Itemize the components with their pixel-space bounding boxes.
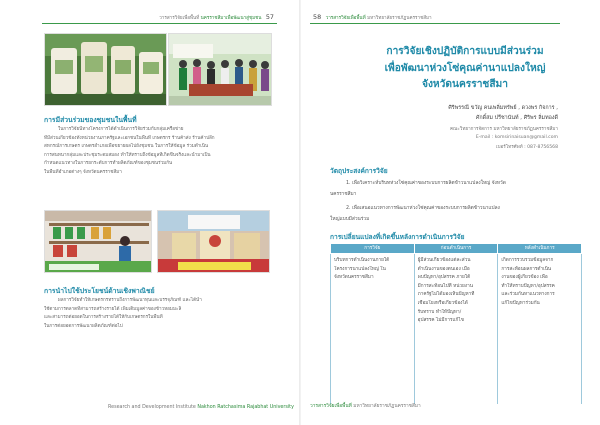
cell-line: มีการสะท้อนไปที่ หน่วยงาน	[417, 283, 473, 289]
left-header-rule	[42, 23, 277, 24]
article-title-line: เพื่อพัฒนาห่วงโซ่คุณค่านาแปลงใหญ่	[384, 62, 546, 74]
table-cell-before	[414, 254, 498, 404]
section1-line: ที่มีส่วนเกี่ยวข้องทั้งหน่วยงานภาครัฐและเอกชนในพื้นที่ เกษตรกร ร้านค้าส่ง ร้านค้าปลีก	[44, 135, 215, 141]
objective-line: 1. เพื่อวิเคราะห์บริบทห่วงโซ่คุณค่าของระบบการผลิตข้าวนาแปลงใหญ่ จังหวัด	[346, 181, 506, 186]
article-title-line: การวิจัยเชิงปฏิบัติการแบบมีส่วนร่วม	[386, 46, 544, 57]
market-shelf-photo	[44, 210, 152, 273]
cell-line: เกิดการรวบรวมข้อมูลจาก	[501, 258, 554, 263]
right-page	[300, 0, 600, 425]
section1-line: การสนทนากลุ่มและประชุมระดมสมอง ทำให้ทราบถึงข้อมูลที่เกิดขึ้นจริงและนำมาเป็น	[44, 152, 211, 158]
right-header-rule	[310, 23, 560, 24]
changes-table	[330, 243, 582, 404]
section2-title: การนำไปใช้ประโยชน์ด้านเชิงพาณิชย์	[44, 287, 155, 295]
right-header-journal: วารสารวิจัยเพื่อพื้นที่	[325, 16, 366, 21]
section1-title: การมีส่วนร่วมของชุมชนในพื้นที่	[44, 116, 137, 124]
authors-line: ศักดิ์สม ปรีชานันท์ , ศิริพร ลิ่มทองดี	[475, 115, 558, 121]
phone-line: เบอร์โทรศัพท์ : 087-8756568	[496, 145, 558, 150]
group-photo	[168, 33, 272, 106]
table-cell-research	[331, 254, 415, 404]
cell-line: โครงการนาแปลงใหญ่ ใน	[334, 266, 386, 272]
section2-line: ผลการวิจัยทำให้เกษตรกรทราบถึงการพัฒนาทุนและบรรจุภัณฑ์ และได้นำ	[58, 298, 202, 303]
right-header-accent: มหาวิทยาลัยราชภัฏนครราชสีมา	[367, 16, 432, 21]
cell-line: จังหวัดนครราชสีมา	[334, 275, 374, 281]
cell-line: งานของผู้เกี่ยวข้อง เพื่อ	[501, 275, 548, 281]
table-cell-after	[498, 254, 582, 404]
cell-line: การสะท้อนผลการดำเนิน	[501, 266, 552, 272]
cell-line: เชื่อมโยงหรือเกี่ยวข้องได้	[417, 300, 468, 306]
objective-line: ใหญ่แบบมีส่วนร่วม	[330, 217, 370, 222]
cell-line: พบปัญหา/อุปสรรค ภายใต้	[417, 275, 471, 281]
section1-line: ในพื้นที่อำเภอต่างๆ จังหวัดนครราชสีมา	[44, 169, 122, 175]
article-title	[340, 44, 590, 94]
right-page-number: 58	[313, 13, 322, 21]
section2-body	[44, 297, 272, 331]
section1-line: สหกรณ์การเกษตร เกษตรอำเภอเพื่อขยายผลไปยังชุมชน ในการให้ข้อมูล ร่วมดำเนิน	[44, 144, 209, 150]
cell-line: และร่วมกันหาแนวทางการ	[501, 292, 555, 298]
cell-line: ทำให้ทราบปัญหา/อุปสรรค	[501, 283, 555, 289]
section2-line: ในการต่อยอดการพัฒนาผลิตภัณฑ์ต่อไป	[44, 323, 123, 329]
section1-body	[44, 126, 272, 178]
article-title-line: จังหวัดนครราชสีมา	[421, 79, 508, 90]
right-page-footer	[310, 402, 421, 410]
cell-line: ผู้มีส่วนเกี่ยวข้องแต่ละส่วน	[417, 258, 471, 263]
section1-line: กำหนดแนวทางในการยกระดับการทำผลิตภัณฑ์ของชุมชนร่วมกัน	[44, 161, 173, 167]
product-photo	[44, 33, 167, 106]
section2-line: และสามารถต่อยอดในการสร้างรายได้ให้กับเกษตรกรในพื้นที่	[44, 315, 163, 321]
left-header-accent: นครราชสีมาเพื่อพัฒนาสู่ชุมชน	[200, 16, 262, 21]
exhibition-booth-photo	[157, 210, 270, 273]
left-footer-accent: Nakhon Ratchasima Rajabhat University	[197, 405, 294, 410]
affiliation-line: คณะวิทยาการจัดการ มหาวิทยาลัยราชภัฏนครราชสีมา	[449, 127, 558, 132]
section1-line: ในการวิจัยนี้ทางโครงการได้ดำเนินการวิจัยร่วมกับกลุ่มเครือข่าย	[58, 127, 184, 132]
left-page-header	[159, 13, 277, 22]
right-footer-accent: วารสารวิจัยเพื่อพื้นที่	[310, 404, 352, 409]
table-header-before: ก่อนดำเนินการ	[414, 244, 498, 254]
right-footer-text: มหาวิทยาลัยราชภัฏนครราชสีมา	[353, 404, 421, 409]
cell-line: ดำเนินงานของตนเอง เมื่อ	[417, 266, 470, 272]
table-header-after: หลังดำเนินการ	[498, 244, 582, 254]
authors-line: ศิริพรรณี ขวัญ คนเพลิ่มทรัพย์ , ดวงพร กิจการ ,	[448, 105, 558, 111]
objective-line: 2. เพื่อเสนอแนวทางการพัฒนาห่วงโซ่คุณค่าของระบบการผลิตข้าวนาแปลง	[346, 206, 500, 211]
table-title: การเปลี่ยนแปลงที่เกิดขึ้นหลังการดำเนินการวิจัย	[330, 233, 465, 241]
left-footer-text: Research and Development Institute	[108, 405, 196, 410]
cell-line: บริบทการดำเนินงานภายใต้	[334, 258, 390, 263]
table-row	[331, 254, 582, 404]
table-header-research: การวิจัย	[331, 244, 415, 254]
left-header-journal: วารสารวิจัยเพื่อพื้นที่	[159, 16, 200, 21]
email-line: E-mail : komsirinaisuan@gmail.com	[475, 135, 558, 140]
section2-line: ใช้ตามการตลาดที่สามารถสร้างรายได้ เพิ่มเติมมูลค่าของข้าวหอมมะลิ	[44, 306, 182, 312]
objective-line: นครราชสีมา	[330, 192, 357, 197]
cell-line: รับทราบ ทำให้ปัญหา/	[417, 309, 462, 315]
cell-line: แก้ไขปัญหาร่วมกัน	[501, 300, 540, 306]
right-page-header	[310, 13, 432, 22]
cell-line: ภาครัฐไม่ได้มองเห็นปัญหาที่	[417, 292, 475, 298]
left-page-number: 57	[265, 13, 274, 21]
left-page-footer	[108, 405, 294, 410]
objectives-title: วัตถุประสงค์การวิจัย	[330, 167, 388, 175]
cell-line: อุปสรรค ไม่มีการแก้ไข	[417, 318, 464, 324]
